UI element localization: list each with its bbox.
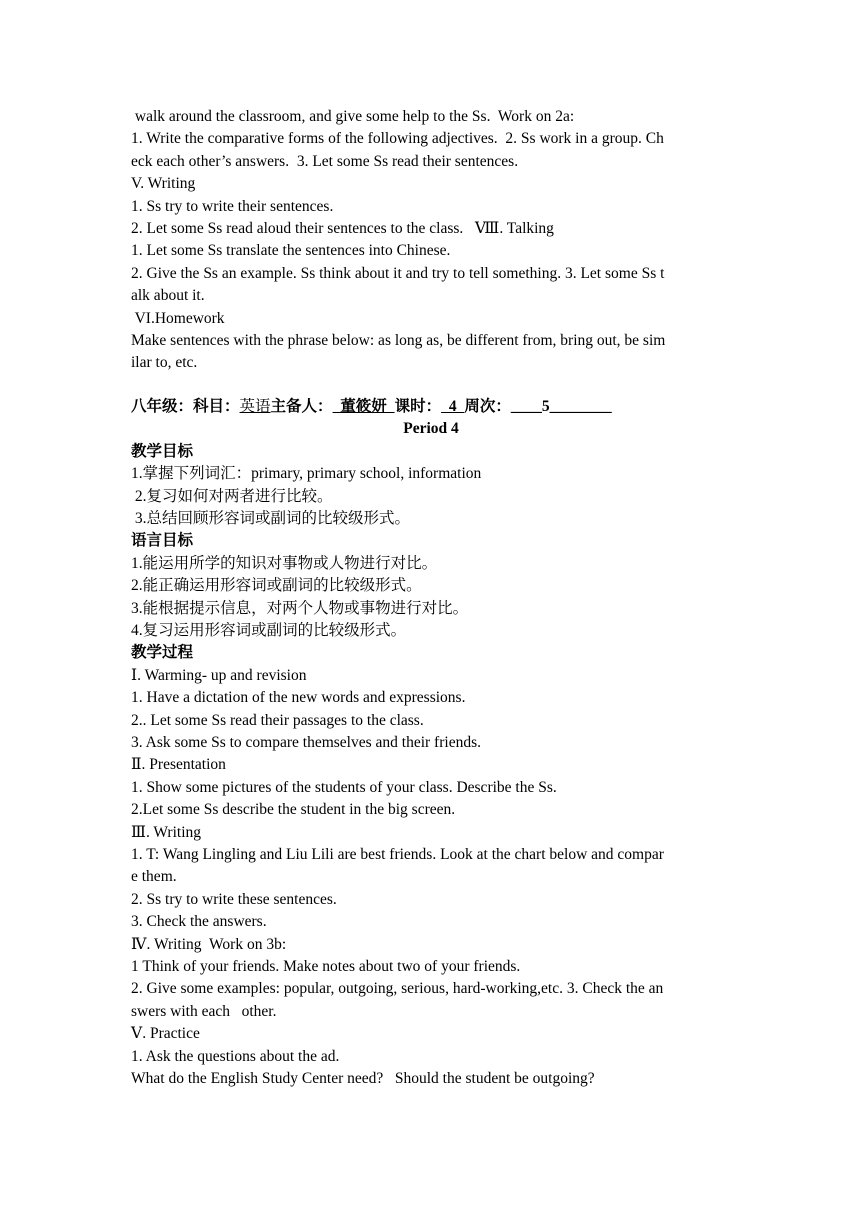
text-line: 2.Let some Ss describe the student in the big screen. <box>131 801 456 819</box>
list-item: 1.能运用所学的知识对事物或人物进行对比。 <box>131 554 438 572</box>
text-line: 2. Ss try to write these sentences. <box>131 890 337 908</box>
text-line: swers with each other. <box>131 1002 277 1020</box>
text-line: alk about it. <box>131 287 205 305</box>
language-goals-heading: 语言目标 <box>131 532 194 550</box>
list-item: 3.总结回顾形容词或副词的比较级形式。 <box>131 509 411 527</box>
text-line: walk around the classroom, and give some help to the Ss. Work on 2a: <box>131 108 575 125</box>
text-line: Ⅰ. Warming- up and revision <box>131 666 307 684</box>
teaching-goals-heading: 教学目标 <box>131 442 194 460</box>
text-line: 1. Show some pictures of the students of your class. Describe the Ss. <box>131 778 557 796</box>
text-line: 2.. Let some Ss read their passages to the class. <box>131 711 424 729</box>
text-line: Ⅱ. Presentation <box>131 756 226 774</box>
text-line: 1. T: Wang Lingling and Liu Lili are best friends. Look at the chart below and compar <box>131 846 664 863</box>
list-item: 3.能根据提示信息，对两个人物或事物进行对比。 <box>131 599 469 617</box>
lead-value: 董筱妍 <box>332 397 395 415</box>
text-line: Ⅳ. Writing Work on 3b: <box>131 935 287 953</box>
text-line: 2. Let some Ss read aloud their sentences to the class. Ⅷ. Talking <box>131 220 554 238</box>
period-title: Period 4 <box>403 420 459 438</box>
text-line: 3. Check the answers. <box>131 913 267 931</box>
week-label: 周次： <box>464 397 511 415</box>
list-item: 1.掌握下列词汇：primary, primary school, information <box>131 465 482 483</box>
lesson-value: 4 <box>441 397 465 415</box>
text-line: 1. Have a dictation of the new words and expressions. <box>131 689 466 707</box>
text-line: eck each other’s answers. 3. Let some Ss read their sentences. <box>131 152 519 170</box>
text-line: 2. Give some examples: popular, outgoing, serious, hard-working,etc. 3. Check the an <box>131 980 664 998</box>
list-item: 2.复习如何对两者进行比较。 <box>131 487 333 505</box>
text-line: V. Writing <box>131 175 196 193</box>
text-line: e them. <box>131 868 177 886</box>
text-line: ilar to, etc. <box>131 354 198 372</box>
section-previous-lesson <box>131 106 731 375</box>
text-line: 3. Ask some Ss to compare themselves and their friends. <box>131 733 481 751</box>
teaching-process-heading: 教学过程 <box>131 644 194 662</box>
text-line: 1. Write the comparative forms of the following adjectives. 2. Ss work in a group. Ch <box>131 130 664 148</box>
text-line: What do the English Study Center need? Should the student be outgoing? <box>131 1070 595 1088</box>
text-line: 1. Let some Ss translate the sentences into Chinese. <box>131 242 451 260</box>
text-line: Ⅴ. Practice <box>131 1025 200 1043</box>
text-line: 1. Ss try to write their sentences. <box>131 197 334 215</box>
text-line: 1. Ask the questions about the ad. <box>131 1047 340 1065</box>
text-line: 2. Give the Ss an example. Ss think about it and try to tell something. 3. Let some Ss t <box>131 264 665 282</box>
list-item: 2.能正确运用形容词或副词的比较级形式。 <box>131 577 422 595</box>
lesson-label: 课时： <box>394 397 442 415</box>
subject-value: 英语 <box>239 397 271 415</box>
lead-label: 主备人： <box>270 397 333 415</box>
blank-line <box>131 375 731 396</box>
list-item: 4.复习运用形容词或副词的比较级形式。 <box>131 621 407 639</box>
week-value: ____5________ <box>510 397 612 415</box>
text-line: 1 Think of your friends. Make notes about two of your friends. <box>131 958 521 976</box>
document-page <box>131 106 731 1090</box>
text-line: VI.Homework <box>131 309 225 327</box>
text-line: Ⅲ. Writing <box>131 823 202 841</box>
text-line: Make sentences with the phrase below: as long as, be different from, bring out, be sim <box>131 332 666 350</box>
grade-label: 八年级：科目： <box>131 397 240 415</box>
lesson-header <box>131 396 731 418</box>
